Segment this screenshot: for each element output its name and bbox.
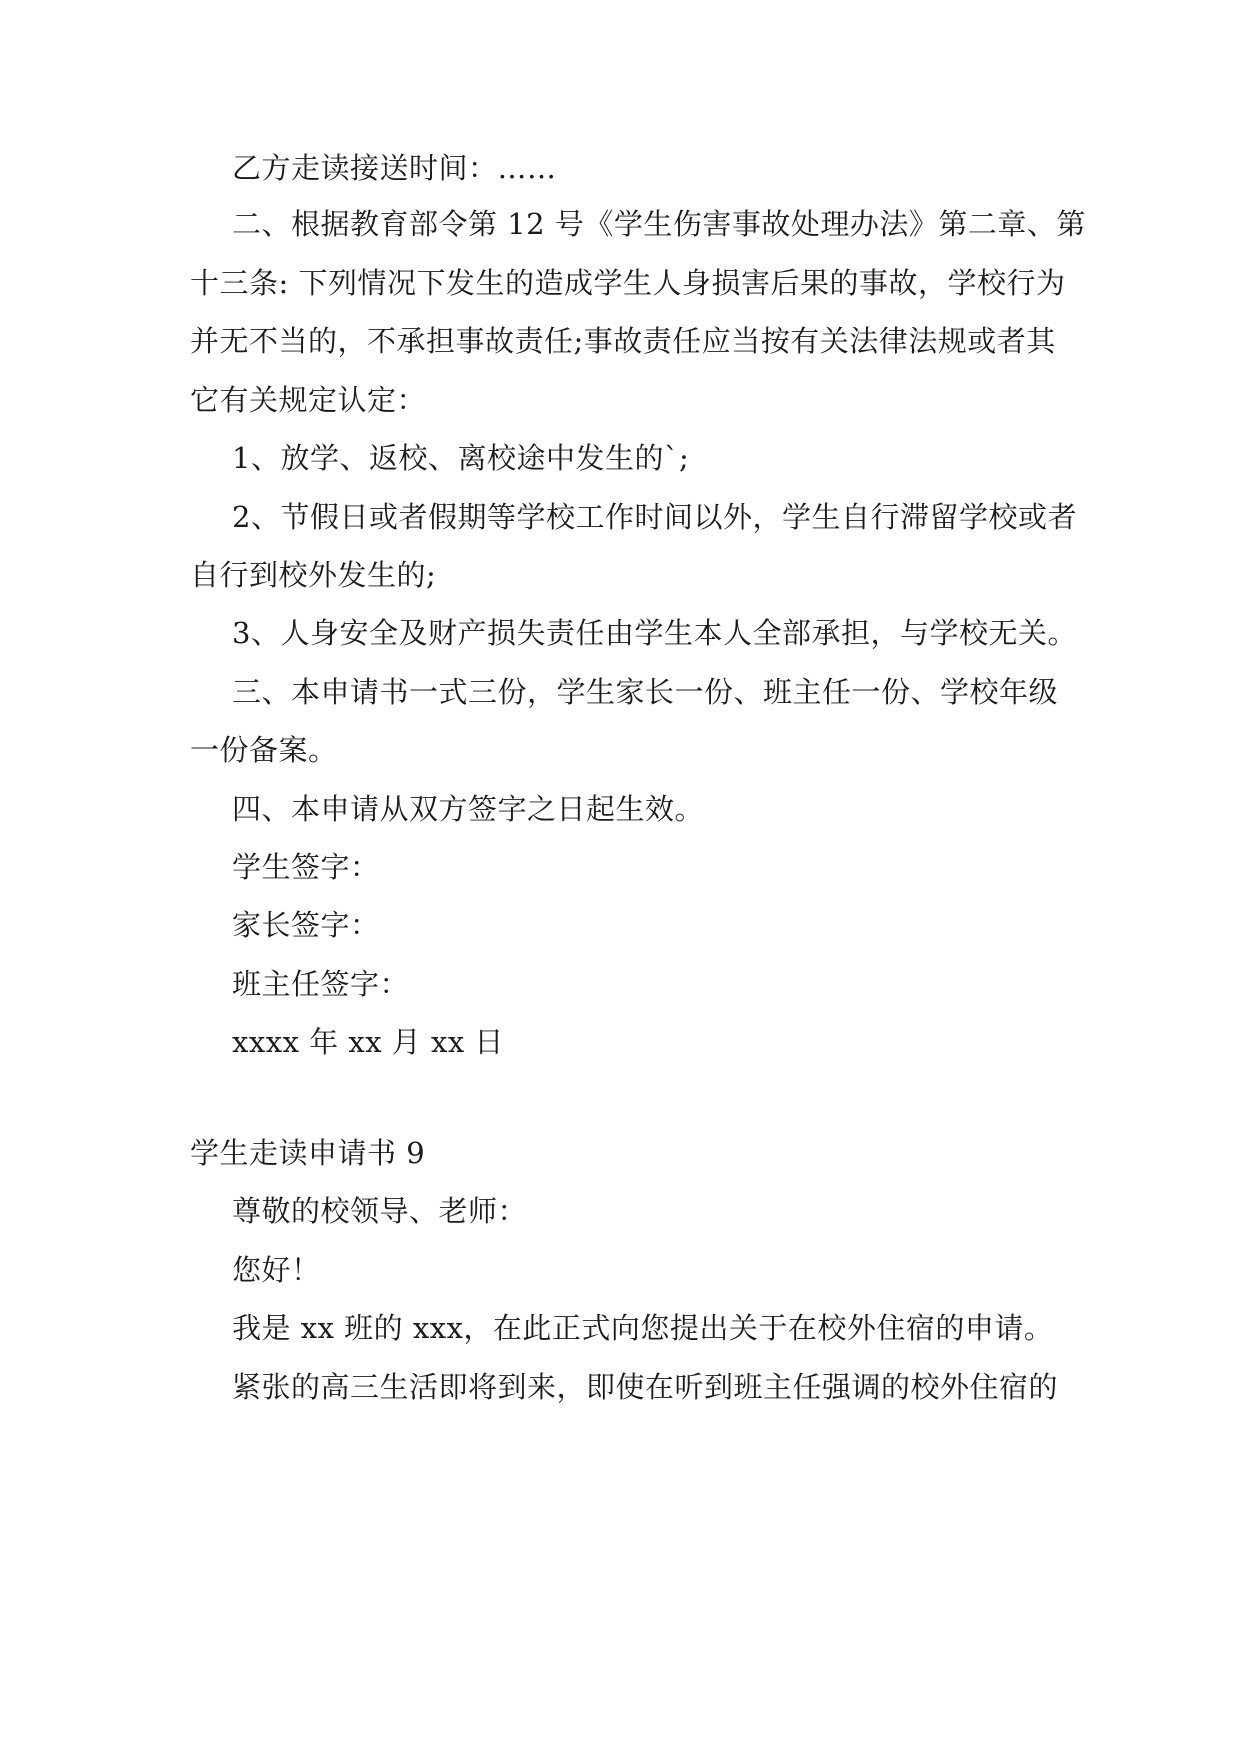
greeting: 您好！ (232, 1253, 321, 1287)
paragraph-line: 自行到校外发生的; (190, 558, 437, 592)
signature-label-student: 学生签字： (232, 850, 380, 884)
paragraph-line: 一份备案。 (190, 733, 338, 767)
paragraph-line: 三、本申请书一式三份，学生家长一份、班主任一份、学校年级 (232, 675, 1059, 709)
paragraph-line: 乙方走读接送时间：…… (232, 151, 557, 185)
paragraph-line: 二、根据教育部令第 12 号《学生伤害事故处理办法》第二章、第 (232, 207, 1086, 241)
date-line: xxxx 年 xx 月 xx 日 (232, 1025, 504, 1059)
paragraph-line: 我是 xx 班的 xxx，在此正式向您提出关于在校外住宿的申请。 (232, 1311, 1054, 1345)
paragraph-line: 它有关规定认定： (190, 383, 427, 417)
signature-label-parent: 家长签字： (232, 908, 380, 942)
paragraph-line: 四、本申请从双方签字之日起生效。 (232, 792, 705, 826)
paragraph-line: 3、人身安全及财产损失责任由学生本人全部承担，与学校无关。 (232, 616, 1077, 650)
paragraph-line: 紧张的高三生活即将到来，即使在听到班主任强调的校外住宿的 (232, 1370, 1059, 1404)
paragraph-line: 十三条: 下列情况下发生的造成学生人身损害后果的事故，学校行为 (190, 266, 1066, 300)
paragraph-line: 1、放学、返校、离校途中发生的`; (232, 441, 690, 475)
paragraph-line: 2、节假日或者假期等学校工作时间以外，学生自行滞留学校或者 (232, 500, 1077, 534)
signature-label-teacher: 班主任签字： (232, 967, 410, 1001)
paragraph-line: 并无不当的，不承担事故责任;事故责任应当按有关法律法规或者其 (190, 324, 1056, 358)
salutation: 尊敬的校领导、老师： (232, 1194, 528, 1228)
section-heading: 学生走读申请书 9 (190, 1136, 426, 1170)
